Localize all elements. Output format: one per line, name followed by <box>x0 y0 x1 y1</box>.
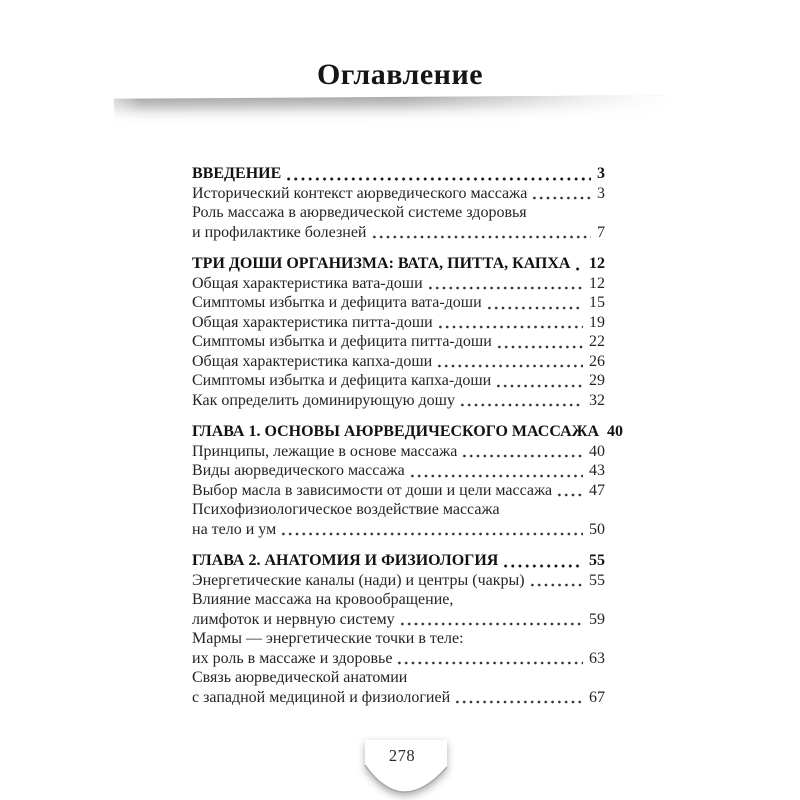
toc-section <box>192 422 624 539</box>
toc-page-number: 59 <box>589 610 605 628</box>
toc-page-number: 29 <box>589 372 605 389</box>
toc-entry-text: Выбор масла в зависимости от доши и цели массажа <box>192 481 553 499</box>
dot-leader <box>405 461 587 481</box>
dot-leader <box>527 184 595 204</box>
toc-entry-row <box>192 223 605 243</box>
toc-page-number: 12 <box>589 255 605 272</box>
toc-section <box>192 254 605 410</box>
toc-entry-text: их роль в массаже и здоровье <box>192 649 393 667</box>
toc-entry-text: Симптомы избытка и дефицита капха-доши <box>192 372 492 389</box>
toc-page-number: 15 <box>589 294 605 311</box>
toc-heading-text: ТРИ ДОШИ ОРГАНИЗМА: ВАТА, ПИТТА, КАПХА <box>192 255 571 272</box>
toc-page-number: 47 <box>589 481 605 499</box>
dot-leader <box>482 293 587 313</box>
dot-leader <box>367 223 596 243</box>
toc-page-number: 26 <box>589 352 605 370</box>
toc-heading-text: ГЛАВА 2. АНАТОМИЯ И ФИЗИОЛОГИЯ <box>192 552 499 569</box>
dot-leader <box>570 254 587 274</box>
toc-entry-text: лимфоток и нервную систему <box>192 610 395 628</box>
dot-leader <box>392 649 587 669</box>
toc-page-number: 55 <box>589 552 605 569</box>
toc-entry-text: Симптомы избытка и дефицита питта-доши <box>192 333 492 350</box>
dot-leader <box>395 610 587 630</box>
toc-entry-text: и профилактике болезней <box>192 223 367 241</box>
toc-entry-row <box>192 391 605 411</box>
toc-entry-text: Как определить доминирующую дошу <box>192 391 455 409</box>
toc-page-number: 67 <box>589 688 605 706</box>
toc-entry-text: Психофизиологическое воздействие массажа <box>192 501 500 518</box>
toc-heading-row <box>192 422 624 442</box>
folio-page-number: 278 <box>388 746 416 765</box>
toc-entry-row <box>192 313 605 333</box>
toc-page-number: 55 <box>589 571 605 589</box>
dot-leader <box>599 422 605 442</box>
dot-leader <box>423 274 587 294</box>
toc-entry-row <box>192 520 605 540</box>
dot-leader <box>450 688 587 708</box>
page-title: Оглавление <box>316 58 484 91</box>
toc-page-number: 32 <box>589 391 605 409</box>
title-shadow-divider <box>114 95 666 125</box>
toc-page-number: 3 <box>597 184 605 202</box>
toc-entry-text: Роль массажа в аюрведической системе здоровья <box>192 204 527 221</box>
toc-page-number: 22 <box>589 333 605 350</box>
dot-leader <box>491 371 587 391</box>
toc-page-number: 40 <box>589 442 605 460</box>
toc-entry-text: Виды аюрведического массажа <box>192 462 405 479</box>
toc-entry-text: на тело и ум <box>192 520 277 538</box>
toc-entry-row <box>192 571 605 591</box>
toc-entry-row <box>192 481 605 501</box>
toc-entry-row <box>192 649 605 669</box>
toc-entry-row <box>192 203 605 223</box>
toc-entry-text: Энергетические каналы (нади) и центры (чакры) <box>192 571 525 589</box>
dot-leader <box>432 352 587 372</box>
dot-leader <box>552 481 587 501</box>
toc-entry-row <box>192 442 605 462</box>
toc-entry-row <box>192 629 605 649</box>
dot-leader <box>498 551 587 571</box>
toc-entry-row <box>192 293 605 313</box>
toc-heading-text: ВВЕДЕНИЕ <box>192 165 282 182</box>
toc-entry-text: Общая характеристика питта-доши <box>192 313 433 331</box>
toc-page-number: 3 <box>597 165 605 182</box>
toc-entry-row <box>192 500 605 520</box>
toc-entry-row <box>192 274 605 294</box>
toc-heading-text: ГЛАВА 1. ОСНОВЫ АЮРВЕДИЧЕСКОГО МАССАЖА <box>192 423 600 440</box>
dot-leader <box>276 520 587 540</box>
toc-entry-row <box>192 184 605 204</box>
toc-entry-row <box>192 610 605 630</box>
toc-section <box>192 551 605 707</box>
toc-entry-text: с западной медициной и физиологией <box>192 688 451 706</box>
toc-page-number: 19 <box>589 313 605 331</box>
dot-leader <box>433 313 587 333</box>
toc-entry-row <box>192 461 605 481</box>
toc-page-number: 43 <box>589 462 605 479</box>
toc-entry-text: Симптомы избытка и дефицита вата-доши <box>192 294 482 311</box>
toc-entry-row <box>192 590 605 610</box>
page-number-tab <box>356 740 448 798</box>
dot-leader <box>455 391 587 411</box>
toc-heading-row <box>192 254 605 274</box>
toc-heading-row <box>192 551 605 571</box>
toc-page-number: 40 <box>607 423 624 440</box>
table-of-contents <box>192 164 624 707</box>
dot-leader <box>281 164 595 184</box>
toc-section <box>192 164 605 242</box>
toc-entry-row <box>192 371 605 391</box>
toc-entry-row <box>192 332 605 352</box>
toc-entry-row <box>192 688 605 708</box>
dot-leader <box>525 571 587 591</box>
toc-page-number: 63 <box>589 649 605 667</box>
toc-page-number: 7 <box>597 223 605 241</box>
toc-entry-text: Исторический контекст аюрведического массажа <box>192 184 528 202</box>
toc-entry-row <box>192 668 605 688</box>
toc-entry-text: Влияние массажа на кровообращение, <box>192 591 454 608</box>
toc-entry-text: Принципы, лежащие в основе массажа <box>192 442 458 460</box>
toc-entry-text: Общая характеристика вата-доши <box>192 274 423 292</box>
toc-entry-row <box>192 352 605 372</box>
dot-leader <box>492 332 587 352</box>
toc-entry-text: Мармы — энергетические точки в теле: <box>192 630 464 647</box>
toc-entry-text: Связь аюрведической анатомии <box>192 669 408 686</box>
toc-entry-text: Общая характеристика капха-доши <box>192 352 433 370</box>
toc-page-number: 12 <box>589 274 605 292</box>
toc-heading-row <box>192 164 605 184</box>
dot-leader <box>457 442 587 462</box>
toc-page-number: 50 <box>589 520 605 538</box>
